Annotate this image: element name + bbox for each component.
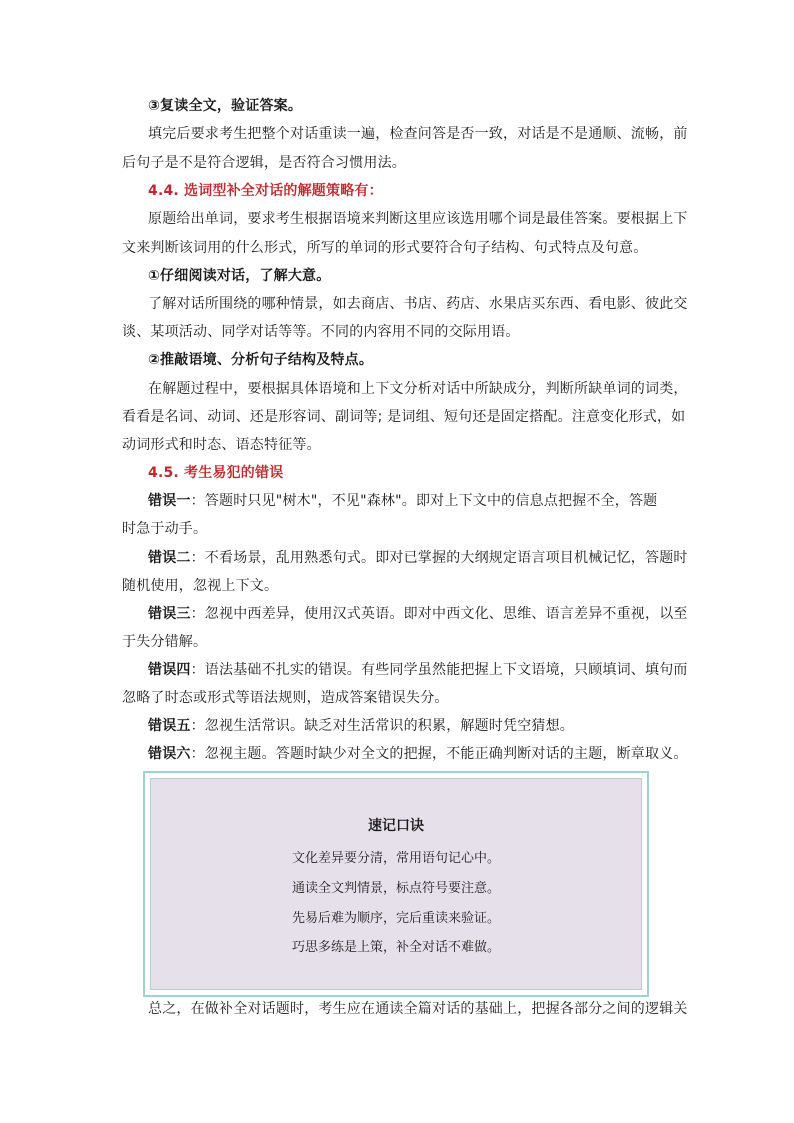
error-3-line-1 [148,604,688,624]
mnemonic-line-3: 先易后难为顺序，完后重读来验证。 [291,911,500,926]
error-5-line-1 [148,716,574,736]
strategy-2-title: ②推敲语境、分析句子结构及特点。 [148,352,374,368]
error-1-line-1 [148,491,657,511]
error-6-line-1 [148,744,688,764]
mnemonic-line-4: 巧思多练是上策，补全对话不难做。 [291,940,500,955]
mnemonic-line-1: 文化差异要分清，常用语句记心中。 [291,851,500,866]
error-2-line-1 [148,548,688,568]
error-5-text: ：忽视生活常识。缺乏对生活常识的积累，解题时凭空猜想。 [190,718,575,734]
final-line-1: 总之，在做补全对话题时，考生应在通读全篇对话的基础上，把握各部分之间的逻辑关 [148,1001,688,1017]
step3-line-2: 后句子是不是符合逻辑，是否符合习惯用法。 [122,155,406,171]
error-1-label: 错误一 [148,493,191,509]
error-6-label: 错误六 [148,746,191,762]
mnemonic-line-2: 通读全文判情景，标点符号要注意。 [291,881,500,896]
error-4-text: ：语法基础不扎实的错误。有些同学虽然能把握上下文语境，只顾填词、填句而 [190,662,688,678]
error-2-line-2: 随机使用，忽视上下文。 [122,578,279,594]
mnemonic-box [143,771,649,997]
error-3-label: 错误三 [148,606,191,622]
error-2-label: 错误二 [148,550,191,566]
p44-line-1: 原题给出单词，要求考生根据语境来判断这里应该选用哪个词是最佳答案。要根据上下 [148,211,688,227]
strategy-1-line-1: 了解对话所围绕的哪种情景，如去商店、书店、药店、水果店买东西、看电影、彼此交 [148,296,688,312]
error-4-label: 错误四 [148,662,191,678]
error-4-line-2: 忽略了时态或形式等语法规则，造成答案错误失分。 [122,690,449,706]
strategy-2-line-1: 在解题过程中，要根据具体语境和上下文分析对话中所缺成分，判断所缺单词的词类， [148,381,688,397]
error-6-text: ：忽视主题。答题时缺少对全文的把握，不能正确判断对话的主题，断章取义。 [190,746,688,762]
strategy-2-line-2: 看看是名词、动词、还是形容词、副词等; 是词组、短句还是固定搭配。注意变化形式，如 [122,409,686,425]
section-4-5-heading: 4.5. 考生易犯的错误 [148,465,284,481]
error-1-line-2: 时急于动手。 [122,521,208,537]
strategy-1-line-2: 谈、某项活动、同学对话等等。不同的内容用不同的交际用语。 [122,324,520,340]
step3-line-1: 填完后要求考生把整个对话重读一遍，检查问答是否一致，对话是不是通顺、流畅，前 [148,126,688,142]
p44-line-2: 文来判断该词用的什么形式，所写的单词的形式要符合句子结构、句式特点及句意。 [122,240,648,256]
error-1-text: ：答题时只见"树木"，不见"森林"。即对上下文中的信息点把握不全，答题 [190,493,658,509]
error-3-text: ：忽视中西差异，使用汉式英语。即对中西文化、思维、语言差异不重视，以至 [190,606,688,622]
mnemonic-box-inner [150,778,642,990]
strategy-1-title: ①仔细阅读对话，了解大意。 [148,268,331,284]
step3-title: ③复读全文，验证答案。 [148,98,303,114]
section-4-4-heading: 4.4. 选词型补全对话的解题策略有： [148,183,383,199]
strategy-2-line-3: 动词形式和时态、语态特征等。 [122,437,321,453]
error-3-line-2: 于失分错解。 [122,634,208,650]
error-2-text: ：不看场景，乱用熟悉句式。即对已掌握的大纲规定语言项目机械记忆，答题时 [190,550,688,566]
error-4-line-1 [148,660,688,680]
error-5-label: 错误五 [148,718,191,734]
mnemonic-title: 速记口诀 [368,818,424,834]
